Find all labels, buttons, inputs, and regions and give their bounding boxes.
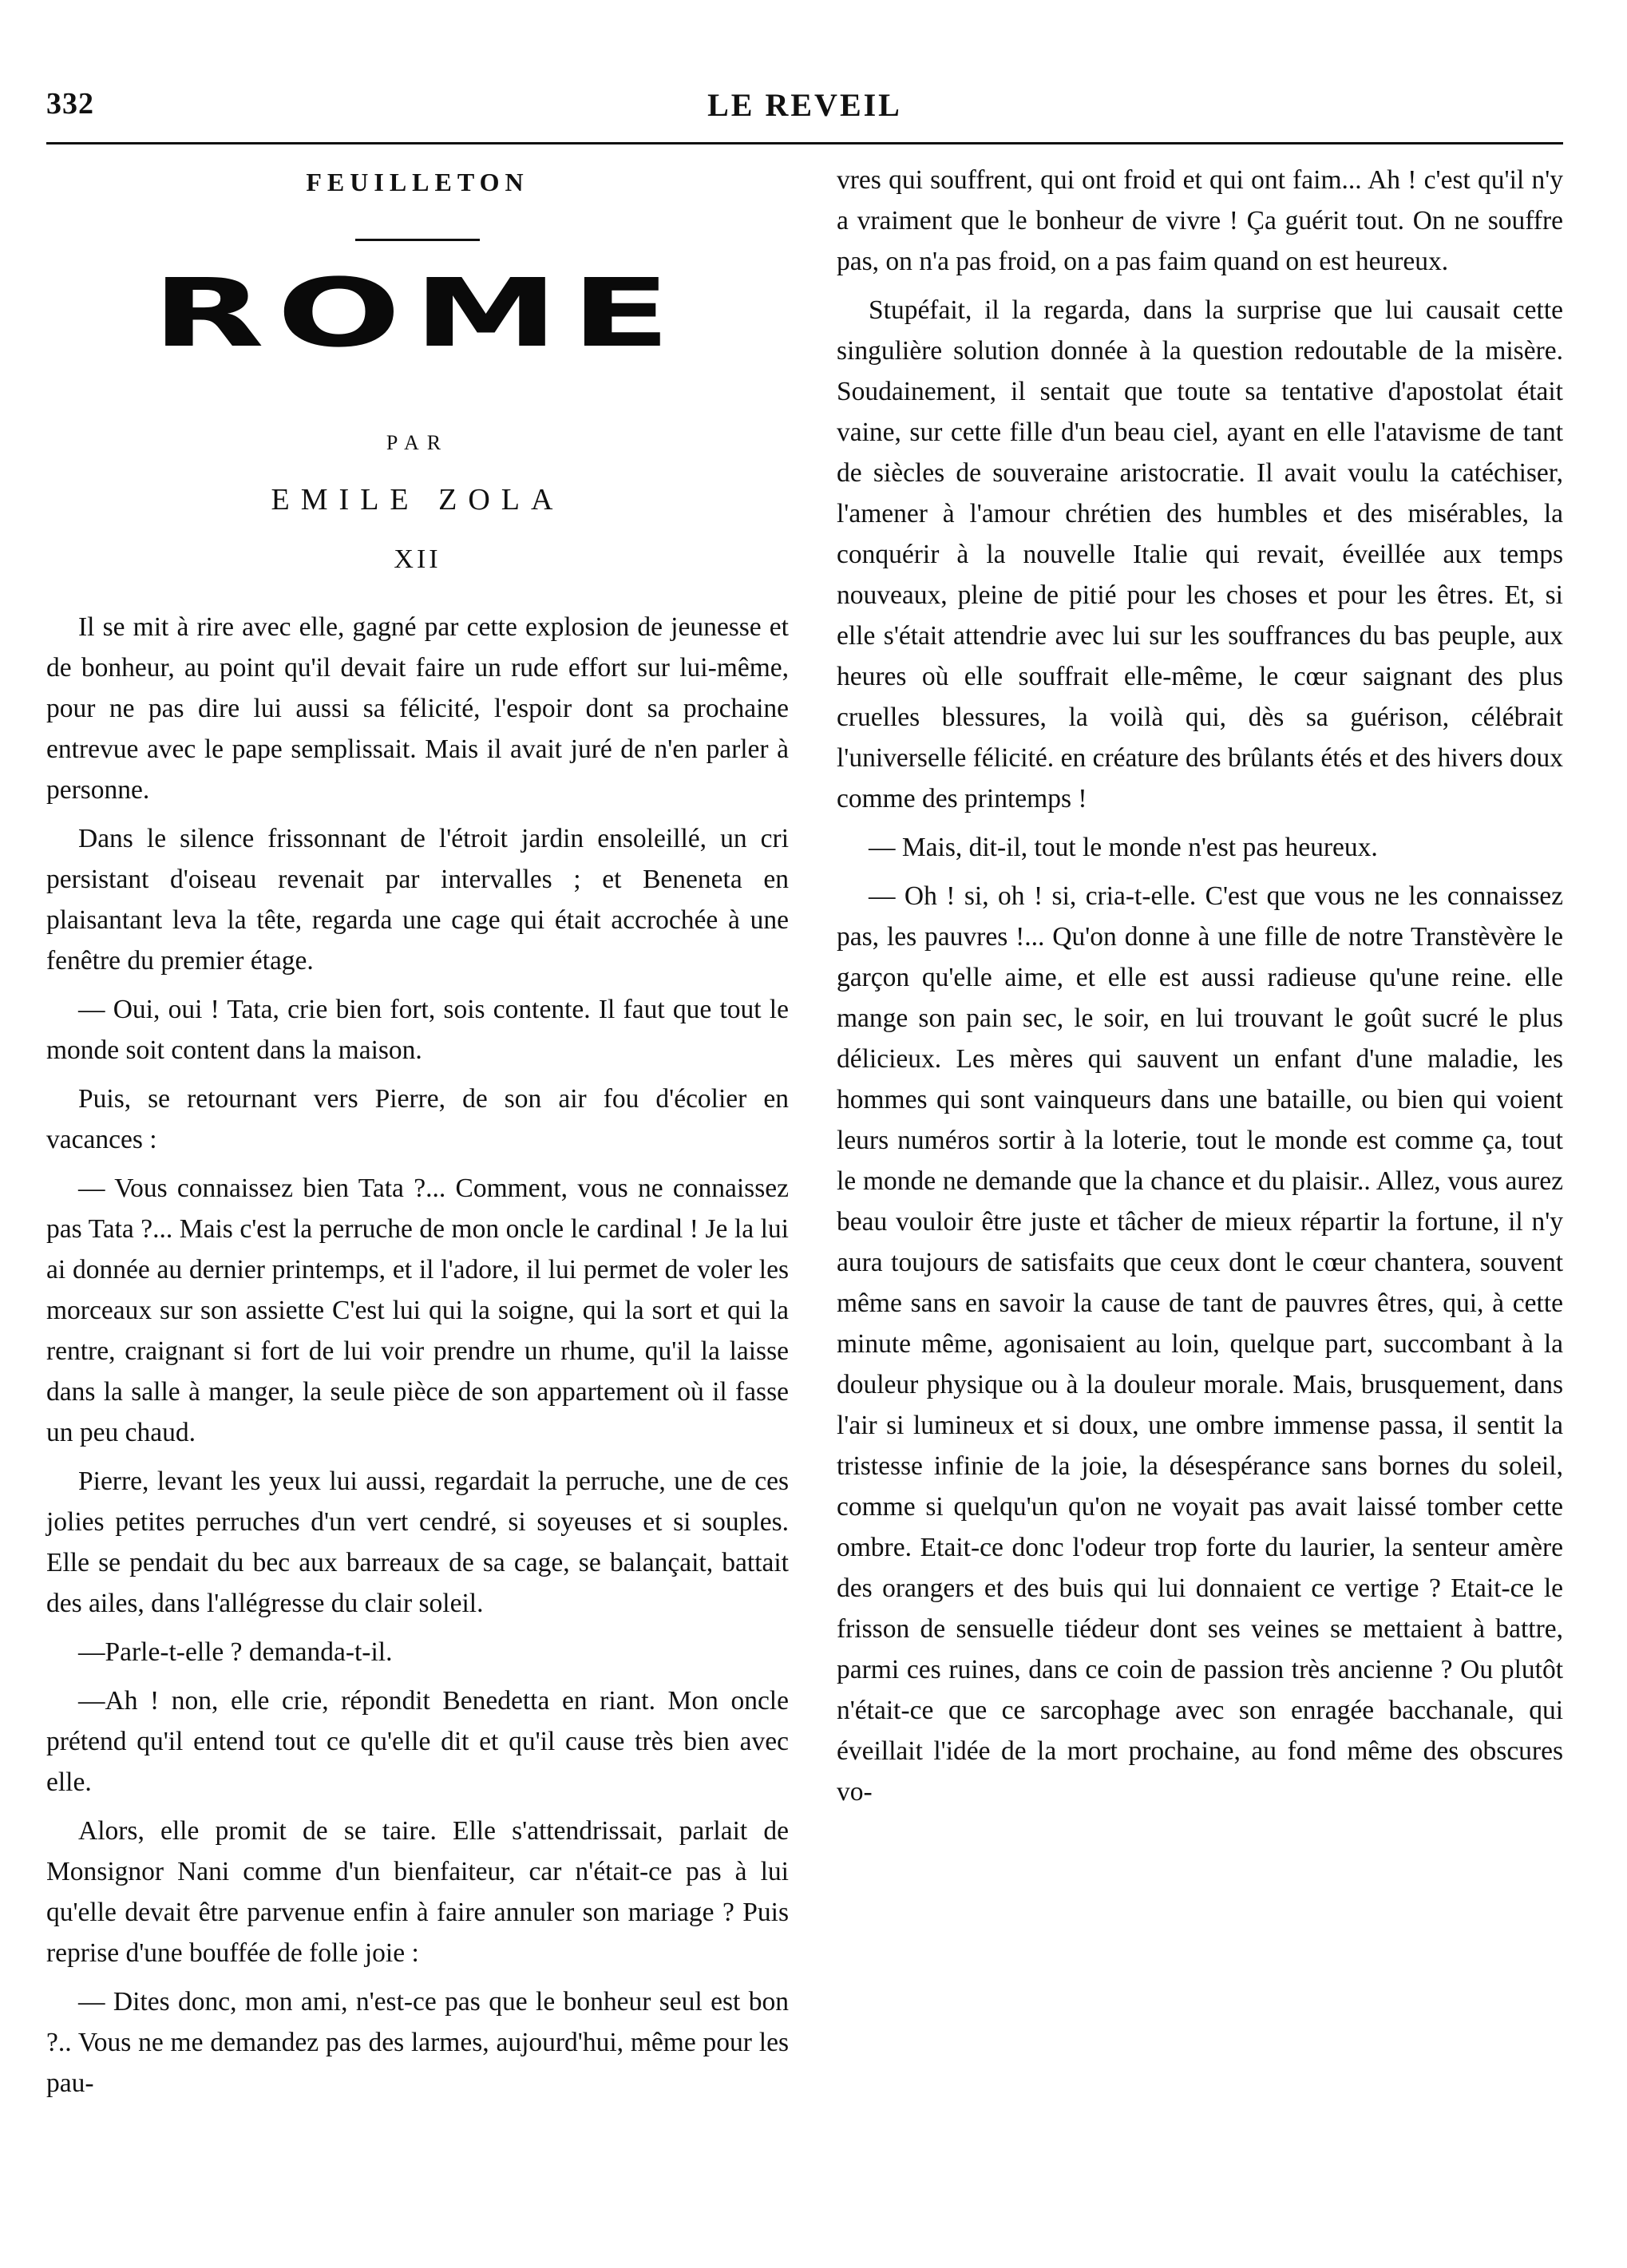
paragraph: —Ah ! non, elle crie, répondit Benedetta en riant. Mon oncle prétend qu'il entend tout ce qu'elle dit et qu'il cause très bien avec elle. bbox=[46, 1686, 789, 1797]
paragraph: Dans le silence frissonnant de l'étroit jardin ensoleillé, un cri persistant d'oiseau revenait par intervalles ; et Beneneta en plaisantant leva la tête, regarda une cage qui était accrochée à une fenêtre du premier étage. bbox=[46, 824, 789, 976]
byline: PAR bbox=[386, 431, 449, 454]
chapter-number: XII bbox=[394, 544, 441, 574]
paragraph: Alors, elle promit de se taire. Elle s'attendrissait, parlait de Monsignor Nani comme d'un bienfaiteur, car n'était-ce pas à lui qu'elle devait être parvenue enfin à faire annuler son mariage ? Puis reprise d'une bouffée de folle joie : bbox=[46, 1816, 789, 1968]
paragraph: — Oh ! si, oh ! si, cria-t-elle. C'est que vous ne les connaissez pas, les pauvres !... Qu'on donne à une fille de notre Transtèvère le garçon qu'elle aime, et elle est aussi radieuse qu'une reine. elle mange son pain sec, le soir, en lui trouvant le goût sucré le plus délicieux. Les mères qui sauvent un enfant d'une maladie, les hommes qui sont vainqueurs dans une bataille, ou bien qui voient leurs numéros sortir à la loterie, tout le monde est comme ça, tout le monde ne demande que la chance et du plaisir.. Allez, vous aurez beau vouloir être juste et tâcher de mieux répartir la fortune, il n'y aura toujours de satisfaits que ceux dont le cœur chantera, souvent même sans en savoir la cause de tant de pauvres êtres, qui, à cette minute même, agonisaient au loin, quelque part, succombant à la douleur physique ou à la douleur morale. Mais, brusquement, dans l'air si lumineux et si doux, une ombre immense passa, il sentit la tristesse infinie de la joie, la désespérance sans bornes du soleil, comme si quelqu'un qu'on ne voyait pas avait laissé tomber cette ombre. Etait-ce donc l'odeur trop forte du laurier, la senteur amère des orangers et des buis qui lui donnaient ce vertige ? Etait-ce le frisson de sensuelle tiédeur dont ses veines se mettaient à battre, parmi ces ruines, dans ce coin de passion très ancienne ? Ou plutôt n'était-ce que ce sarcophage avec son enragée bacchanale, qui éveillait l'idée de la mort prochaine, au fond même des obscures vo- bbox=[837, 881, 1563, 1807]
paragraph: Il se mit à rire avec elle, gagné par cette explosion de jeunesse et de bonheur, au point qu'il devait faire un rude effort sur lui-même, pour ne pas dire lui aussi sa félicité, l'espoir dont sa prochaine entrevue avec le pape semplissait. Mais il avait juré de n'en parler à personne. bbox=[46, 612, 789, 805]
title-divider bbox=[355, 239, 480, 241]
paragraph: Pierre, levant les yeux lui aussi, regardait la perruche, une de ces jolies petites perruches d'un vert cendré, si soyeuses et si souples. Elle se pendait du bec aux barreaux de sa cage, se balançait, battait des ailes, dans l'allégresse du clair soleil. bbox=[46, 1466, 789, 1618]
paragraph: — Oui, oui ! Tata, crie bien fort, sois contente. Il faut que tout le monde soit content dans la maison. bbox=[46, 995, 789, 1065]
section-label: FEUILLETON bbox=[306, 168, 529, 196]
paragraph-continuation: vres qui souffrent, qui ont froid et qui ont faim... Ah ! c'est qu'il n'y a vraiment que le bonheur de vivre ! Ça guérit tout. On ne souffre pas, on n'a pas froid, on a pas faim quand on est heureux. bbox=[837, 165, 1563, 276]
paragraph: — Dites donc, mon ami, n'est-ce pas que le bonheur seul est bon ?.. Vous ne me demandez pas des larmes, aujourd'hui, même pour les pau- bbox=[46, 1987, 789, 2098]
paragraph: — Vous connaissez bien Tata ?... Comment, vous ne connaissez pas Tata ?... Mais c'est la perruche de mon oncle le cardinal ! Je la lui ai donnée au dernier printemps, et il l'adore, il lui permet de voler les morceaux sur son assiette C'est lui qui la soigne, qui la sort et qui la rentre, craignant si fort de lui voir prendre un rhume, qu'il la laisse dans la salle à manger, la seule pièce de son appartement où il fasse un peu chaud. bbox=[46, 1174, 789, 1447]
paragraph: Stupéfait, il la regarda, dans la surprise que lui causait cette singulière solution donnée à la question redoutable de la misère. Soudainement, il sentait que toute sa tentative d'apostolat était vaine, sur cette fille d'un beau ciel, ayant en elle l'atavisme de tant de siècles de souveraine aristocratie. Il avait voulu la catéchiser, l'amener à l'amour chrétien des humbles et des misérables, la conquérir à la nouvelle Italie qui revait, éveillée aux temps nouveaux, pleine de pitié pour les choses et pour les êtres. Et, si elle s'était attendrie avec lui sur les souffrances du bas peuple, aux heures où elle souffrait elle-même, le cœur saignant des plus cruelles blessures, la voilà qui, dès sa guérison, célébrait l'universelle félicité. en créature des brûlants étés et des hivers doux comme des printemps ! bbox=[837, 295, 1563, 813]
author-name: EMILE ZOLA bbox=[271, 483, 564, 517]
page-number: 332 bbox=[46, 87, 94, 121]
journal-title: LE REVEIL bbox=[707, 87, 902, 123]
paragraph: Puis, se retournant vers Pierre, de son air fou d'écolier en vacances : bbox=[46, 1084, 789, 1154]
right-column bbox=[837, 160, 1563, 1820]
page-header bbox=[46, 86, 1563, 134]
left-column bbox=[46, 160, 789, 2112]
novel-title: ROME bbox=[152, 258, 683, 368]
paragraph: —Parle-t-elle ? demanda-t-il. bbox=[78, 1637, 393, 1667]
paragraph: — Mais, dit-il, tout le monde n'est pas heureux. bbox=[869, 833, 1378, 862]
header-rule bbox=[46, 142, 1563, 144]
